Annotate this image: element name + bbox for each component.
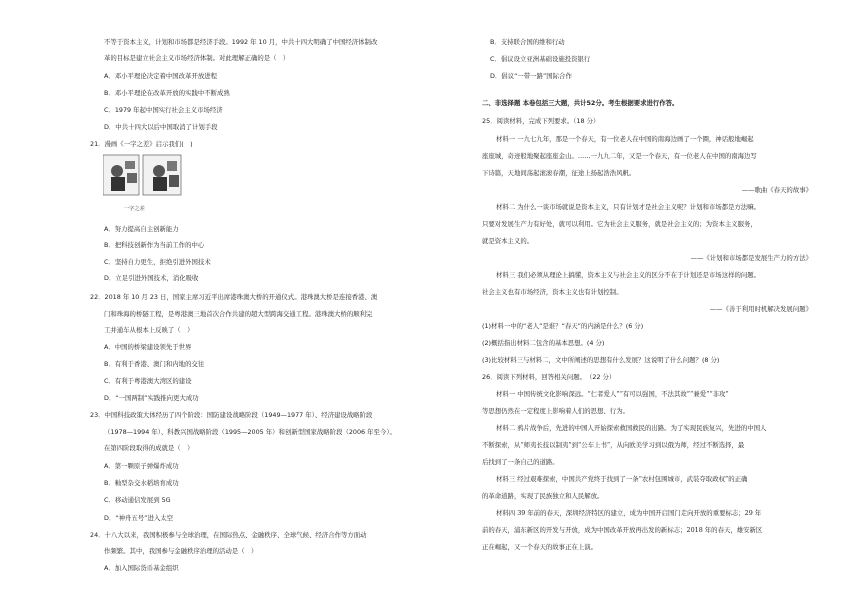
q25-material-2-line-1: 材料二 为什么一谈市场就说是资本主义，只有计划才是社会主义呢？计划和市场都是方法嘛。 xyxy=(496,203,761,211)
q22-stem-line-2: 门和珠海的桥隧工程，是粤港澳三地首次合作共建的超大型跨海交通工程。港珠澳大桥的顺利完 xyxy=(104,310,373,318)
q20-stem-line-1: 不等于资本主义，计划和市场都是经济手段。1992 年 10 月，中共十四大明确了中国经济体制改 xyxy=(104,38,378,46)
q26-material-4-line-3: 正在崛起，又一个春天的故事正在上演。 xyxy=(482,543,598,551)
q26-material-3-line-1: 材料三 经过艰难探索，中国共产党终于找到了一条“农村包围城市，武装夺取政权”的正确 xyxy=(496,475,748,483)
q25-ask-1: (1)材料一中的“老人”是谁？“春天”的内涵是什么？(6 分) xyxy=(482,322,644,330)
q26-material-2-line-3: 后找到了一条自己的道路。 xyxy=(482,458,559,466)
q23-option-c: C．移动通信发展到 5G xyxy=(104,496,171,504)
section-2-heading: 二、非选择题 本卷包括三大题，共计52分。考生根据要求进行作答。 xyxy=(482,99,679,107)
q25-material-2-line-2: 只要对发展生产力有好处，就可以利用。它为社会主义服务，就是社会主义的；为资本主义服务， xyxy=(482,220,757,228)
q26-material-4-line-1: 材料四 39 年前的春天，深圳经济特区的建立，成为中国开启国门走向开放的重要标志；29 年 xyxy=(496,509,762,517)
q24-stem-line-2: 作频繁。其中，我国参与金融秩序治理的活动是（ ） xyxy=(104,547,258,555)
q25-material-1-line-2: 座座城，奇迹般地聚起座座金山。……一九九二年，又是一个春天，有一位老人在中国的南海边写 xyxy=(482,152,757,160)
q26-material-1-line-1: 材料一 中国传统文化影响深远。“仁者爱人”“有可以强国，不法其故”“兼爱”“非攻” xyxy=(496,390,729,398)
q22-option-c: C．有利于粤港澳大湾区的建设 xyxy=(104,377,192,385)
comic-illustration xyxy=(103,153,183,201)
q21-option-c: C．坚持自力更生，拒绝引进外国技术 xyxy=(104,258,211,266)
q22-option-b: B．有利于香港、澳门和内地的交往 xyxy=(104,360,205,368)
q25-stem: 25．阅读材料，完成下列要求。（18 分） xyxy=(482,117,600,125)
q22-stem-line-1: 22．2018 年 10 月 23 日，国家主席习近平出席港珠澳大桥的开通仪式。港珠澳大桥是连接香港、澳 xyxy=(90,293,378,301)
q20-stem-line-2: 革的目标是建立社会主义市场经济体制。对此理解正确的是（ ） xyxy=(104,54,290,62)
q24-option-b: B．支持联合国的维和行动 xyxy=(490,38,565,46)
q23-stem-line-3: 在第四阶段取得的成就是（ ） xyxy=(104,444,194,452)
q22-option-d: D．“一国两制”实践推向更大成功 xyxy=(104,394,199,402)
q22-option-a: A．中国的桥梁建设领先于世界 xyxy=(104,343,192,351)
q26-material-1-line-2: 等思想仍然在一定程度上影响着人们的思想、行为。 xyxy=(482,407,629,415)
q23-stem-line-1: 23．中国科技政策大体经历了四个阶段：国防建设战略阶段（1949—1977 年）、经济建设战略阶段 xyxy=(90,411,373,419)
q20-option-c: C．1979 年起中国实行社会主义市场经济 xyxy=(104,106,223,114)
q20-option-d: D．中共十四大以后中国取消了计划手段 xyxy=(104,123,218,131)
q24-option-c: C．倡议设立亚洲基础设施投资银行 xyxy=(490,55,591,63)
q26-material-2-line-2: 不断探索，从“师夷长技以制夷”到“公车上书”，从向欧美学习到以俄为师，经过不断选择，最 xyxy=(482,441,745,449)
q20-option-b: B．邓小平理论在改革开放的实践中不断成熟 xyxy=(104,89,230,97)
q21-option-b: B．把科技创新作为当前工作的中心 xyxy=(104,241,205,249)
q23-option-a: A．第一颗原子弹爆炸成功 xyxy=(104,462,179,470)
q25-material-3-line-1: 材料三 我们必须从理论上搞懂，资本主义与社会主义的区分不在于计划还是市场这样的问题。 xyxy=(496,271,761,279)
q26-material-2-line-1: 材料二 鸦片战争后，先进的中国人开始探索救国救民的出路。为了实现民族复兴，先进的中国人 xyxy=(496,424,767,432)
q26-material-3-line-2: 的革命道路，实现了民族独立和人民解放。 xyxy=(482,492,604,500)
comic-caption: 一字之差 xyxy=(124,206,145,212)
q21-option-d: D．立足引进外国技术，消化吸收 xyxy=(104,274,199,282)
q23-option-b: B．籼型杂交水稻培育成功 xyxy=(104,479,179,487)
q25-material-3-line-2: 社会主义也有市场经济，资本主义也有计划控制。 xyxy=(482,288,623,296)
q25-ask-3: (3)比较材料三与材料二，文中所阐述的思想有什么发展？这说明了什么问题？(8 分) xyxy=(482,356,720,364)
q26-stem: 26．阅读下列材料，回答相关问题。 （22 分） xyxy=(482,373,616,381)
q20-option-a: A．邓小平理论决定着中国改革开放进程 xyxy=(104,72,218,80)
q24-option-d: D．倡议“一带一路”国际合作 xyxy=(490,72,572,80)
q24-stem-line-1: 24．十八大以来，我国积极参与全球治理，在国际热点、金融秩序、全球气候、经济合作等方面动 xyxy=(90,531,367,539)
q22-stem-line-3: 工并通车从根本上反映了（ ） xyxy=(104,326,194,334)
q21-option-a: A．努力提高自主创新能力 xyxy=(104,225,179,233)
q21-stem: 21．漫画《一字之差》启示我们( ) xyxy=(90,140,193,148)
q25-material-2-line-3: 就是资本主义的。 xyxy=(482,237,534,245)
q23-option-d: D．“神舟五号”进入太空 xyxy=(104,514,174,522)
q26-material-4-line-2: 前的春天，浦东新区的开发与开放，成为中国改革开放再出发的新标志；2018 年的春天，雄安新区 xyxy=(482,526,763,534)
q25-material-1-line-1: 材料一 一九七九年，那是一个春天，有一位老人在中国的南海边画了一个圈，神话般地崛起 xyxy=(496,135,754,143)
q25-material-1-source: ——歌曲《春天的故事》 xyxy=(741,186,812,194)
q25-ask-2: (2)概括指出材料二包含的基本思想。(4 分) xyxy=(482,339,605,347)
q23-stem-line-2: （1978—1994 年）、科教兴国战略阶段（1995—2005 年）和创新型国家战略阶段（2006 年至今）。 xyxy=(104,428,396,436)
q25-material-3-source: ——《善于利用时机解决发展问题》 xyxy=(709,305,812,313)
q25-material-2-source: ——《计划和市场都是发展生产力的方法》 xyxy=(690,254,812,262)
q24-option-a: A．加入国际货币基金组织 xyxy=(104,564,179,572)
q25-material-1-line-3: 下诗篇，天地间荡起滚滚春潮，征途上扬起浩浩风帆。 xyxy=(482,169,636,177)
